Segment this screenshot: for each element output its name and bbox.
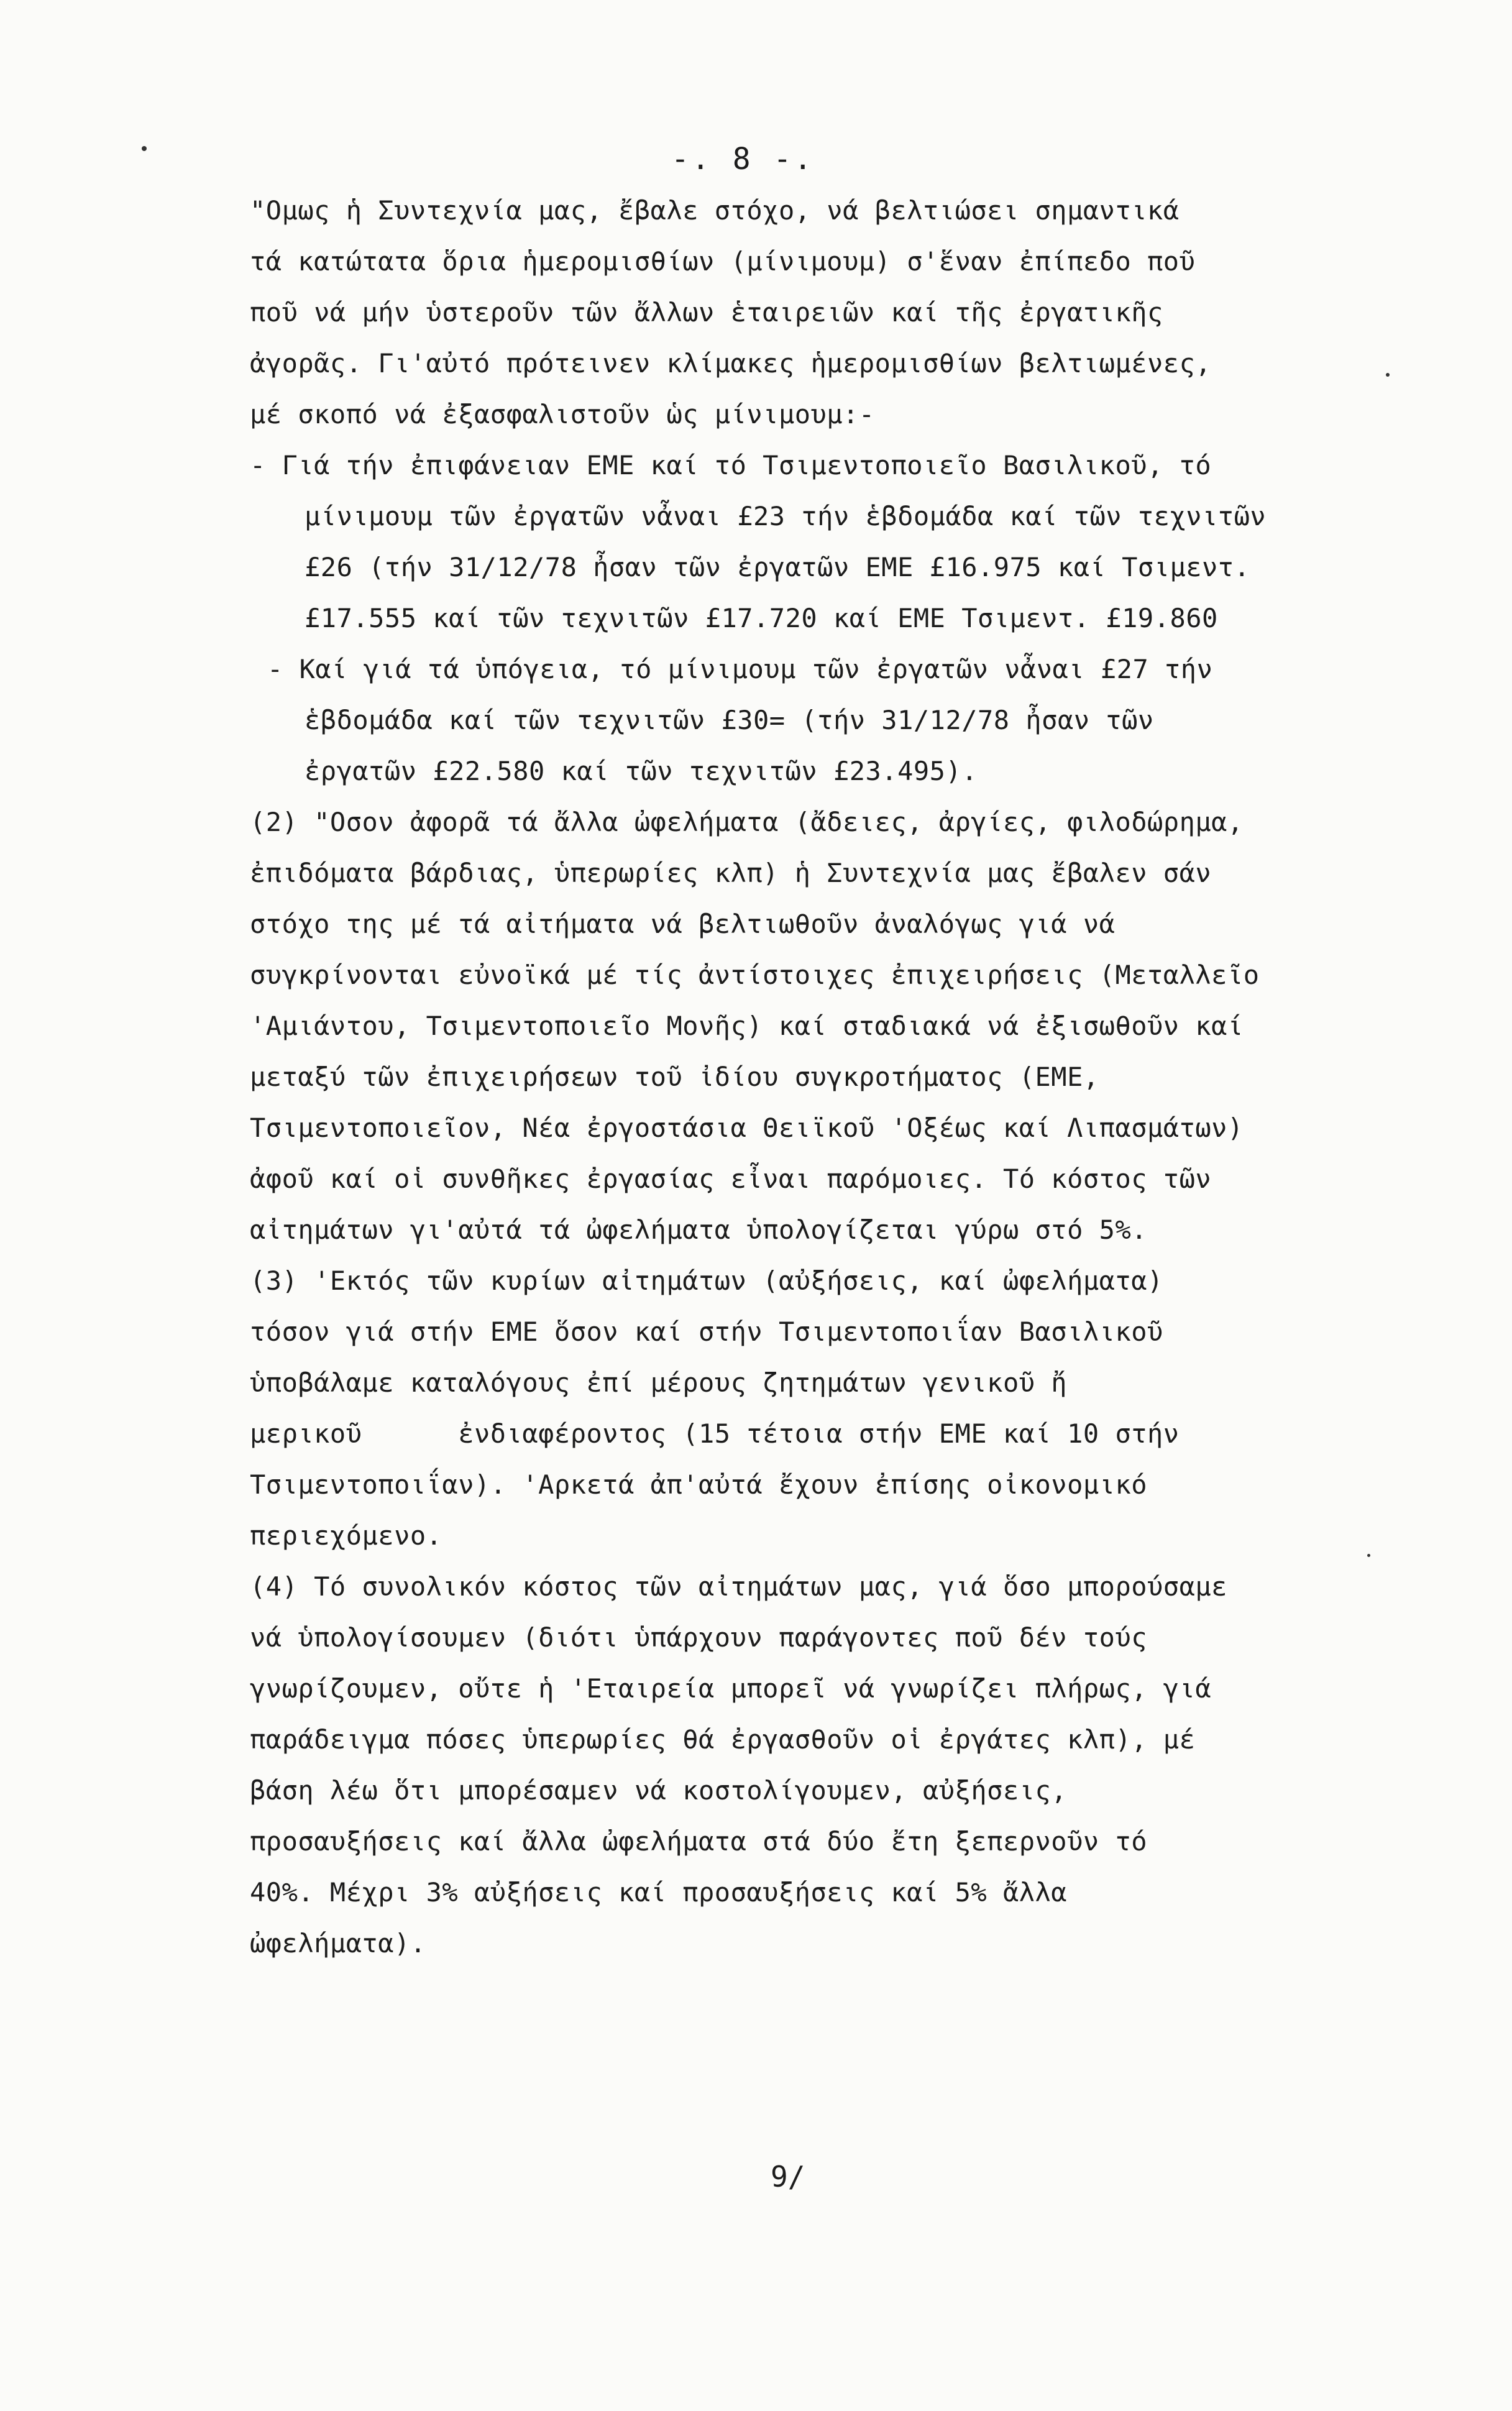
next-page-reference: 9/ [771, 2160, 805, 2193]
text-line-18: μεταξύ τῶν ἐπιχειρήσεων τοῦ ἰδίου συγκροτήματος (ΕΜΕ, [250, 1062, 1099, 1092]
text-line-19: Τσιμεντοποιεῖον, Νέα ἐργοστάσια Θειϊκοῦ 'Οξέως καί Λιπασμάτων) [250, 1113, 1244, 1143]
text-line-22: (3) 'Εκτός τῶν κυρίων αἰτημάτων (αὐξήσεις, καί ὠφελήματα) [250, 1265, 1163, 1296]
text-line-29: νά ὑπολογίσουμεν (διότι ὑπάρχουν παράγοντες ποῦ δέν τούς [250, 1622, 1148, 1653]
text-line-16: συγκρίνονται εὐνοϊκά μέ τίς ἀντίστοιχες ἐπιχειρήσεις (Μεταλλεῖο [250, 960, 1260, 990]
text-line-2: τά κατώτατα ὅρια ἡμερομισθίων (μίνιμουμ) σ'ἕναν ἐπίπεδο ποῦ [250, 246, 1196, 277]
text-line-7: μίνιμουμ τῶν ἐργατῶν νἆναι £23 τήν ἑβδομάδα καί τῶν τεχνιτῶν [305, 501, 1267, 531]
text-line-24: ὑποβάλαμε καταλόγους ἐπί μέρους ζητημάτων γενικοῦ ἤ [250, 1367, 1068, 1398]
text-line-12: ἐργατῶν £22.580 καί τῶν τεχνιτῶν £23.495). [305, 756, 978, 786]
text-line-25: μερικοῦ ἐνδιαφέροντος (15 τέτοια στήν ΕΜΕ καί 10 στήν [250, 1418, 1180, 1449]
text-line-26: Τσιμεντοποιΐαν). 'Αρκετά ἀπ'αὐτά ἔχουν ἐπίσης οἰκονομικό [250, 1469, 1148, 1500]
page-number: -. 8 -. [671, 142, 815, 177]
scan-speck [1367, 1554, 1370, 1557]
scan-speck [142, 146, 147, 151]
text-line-20: ἀφοῦ καί οἱ συνθῆκες ἐργασίας εἶναι παρόμοιες. Τό κόστος τῶν [250, 1164, 1212, 1194]
text-line-4: ἀγορᾶς. Γι'αὐτό πρότεινεν κλίμακες ἡμερομισθίων βελτιωμένες, [250, 348, 1212, 379]
text-line-32: βάση λέω ὅτι μπορέσαμεν νά κοστολίγουμεν, αὐξήσεις, [250, 1775, 1068, 1806]
text-line-11: ἑβδομάδα καί τῶν τεχνιτῶν £30= (τήν 31/12/78 ἦσαν τῶν [305, 705, 1154, 735]
text-line-31: παράδειγμα πόσες ὑπερωρίες θά ἐργασθοῦν οἱ ἐργάτες κλπ), μέ [250, 1724, 1196, 1755]
text-line-23: τόσον γιά στήν ΕΜΕ ὅσον καί στήν Τσιμεντοποιΐαν Βασιλικοῦ [250, 1316, 1163, 1347]
text-line-28: (4) Τό συνολικόν κόστος τῶν αἰτημάτων μας, γιά ὅσο μπορούσαμε [250, 1571, 1227, 1602]
text-line-3: ποῦ νά μήν ὑστεροῦν τῶν ἄλλων ἑταιρειῶν καί τῆς ἐργατικῆς [250, 297, 1163, 328]
text-line-15: στόχο της μέ τά αἰτήματα νά βελτιωθοῦν ἀναλόγως γιά νά [250, 909, 1116, 939]
text-line-8: £26 (τήν 31/12/78 ἦσαν τῶν ἐργατῶν ΕΜΕ £16.975 καί Τσιμεντ. [305, 552, 1250, 582]
text-line-30: γνωρίζουμεν, οὔτε ἡ 'Εταιρεία μπορεῖ νά γνωρίζει πλήρως, γιά [250, 1673, 1212, 1704]
text-line-14: ἐπιδόματα βάρδιας, ὑπερωρίες κλπ) ἡ Συντεχνία μας ἔβαλεν σάν [250, 858, 1212, 888]
text-line-13: (2) "Οσον ἀφορᾶ τά ἄλλα ὠφελήματα (ἄδειες, ἀργίες, φιλοδώρημα, [250, 807, 1244, 837]
text-line-27: περιεχόμενο. [250, 1520, 442, 1551]
scan-speck [1386, 373, 1390, 377]
text-line-10: - Καί γιά τά ὑπόγεια, τό μίνιμουμ τῶν ἐργατῶν νἆναι £27 τήν [267, 654, 1213, 684]
text-line-33: προσαυξήσεις καί ἄλλα ὠφελήματα στά δύο ἔτη ξεπερνοῦν τό [250, 1826, 1148, 1857]
text-line-17: 'Αμιάντου, Τσιμεντοποιεῖο Μονῆς) καί σταδιακά νά ἐξισωθοῦν καί [250, 1011, 1244, 1041]
text-line-5: μέ σκοπό νά ἐξασφαλιστοῦν ὡς μίνιμουμ:- [250, 399, 875, 429]
text-line-34: 40%. Μέχρι 3% αὐξήσεις καί προσαυξήσεις καί 5% ἄλλα [250, 1877, 1068, 1908]
text-line-1: "Ομως ἡ Συντεχνία μας, ἔβαλε στόχο, νά βελτιώσει σημαντικά [250, 195, 1180, 226]
text-line-35: ὠφελήματα). [250, 1928, 426, 1959]
text-line-21: αἰτημάτων γι'αὐτά τά ὠφελήματα ὑπολογίζεται γύρω στό 5%. [250, 1215, 1148, 1245]
text-line-9: £17.555 καί τῶν τεχνιτῶν £17.720 καί ΕΜΕ Τσιμεντ. £19.860 [305, 603, 1218, 633]
text-line-6: - Γιά τήν ἐπιφάνειαν ΕΜΕ καί τό Τσιμεντοποιεῖο Βασιλικοῦ, τό [250, 450, 1212, 480]
